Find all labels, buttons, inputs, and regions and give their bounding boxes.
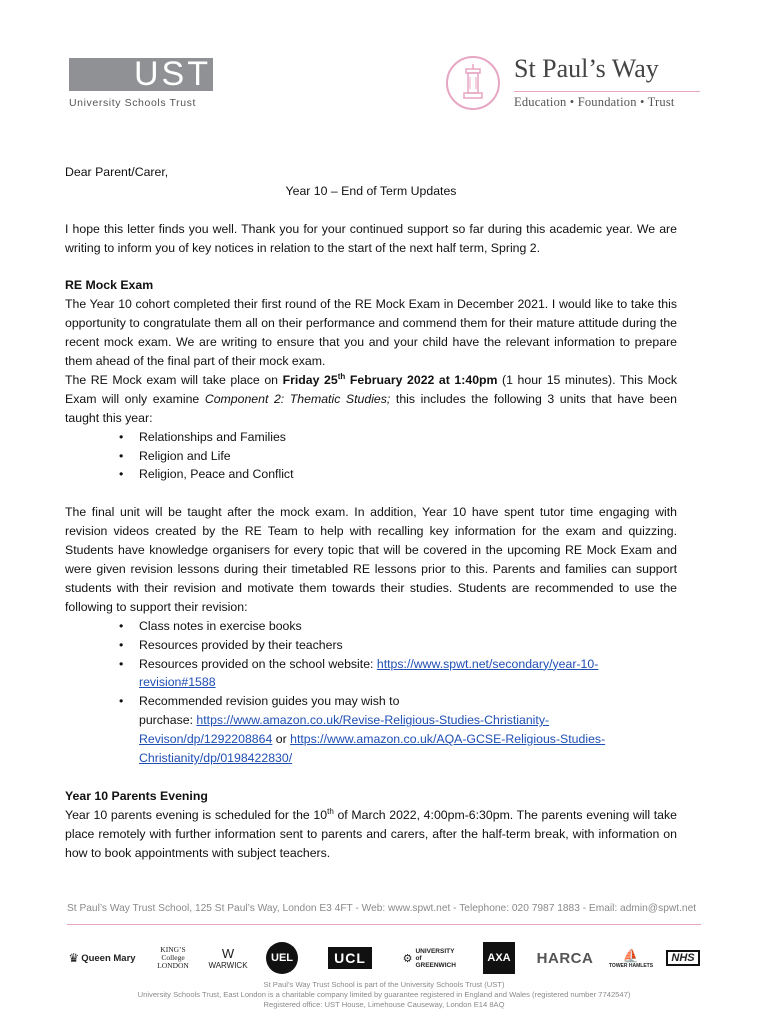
kings-college-logo: KING’S College LONDON: [157, 945, 189, 970]
resources-list: [65, 617, 677, 768]
letter-heading: Year 10 – End of Term Updates: [285, 183, 457, 198]
ucl-logo: UCL: [319, 940, 381, 976]
re-mock-paragraph-2: The RE Mock exam will take place on Friday 25th February 2022 at 1:40pm (1 hour 15 minutes). This Mock Exam will only examine Component 2: Thematic Studies; this includes the following 3 units that have been taught this year:: [65, 371, 678, 425]
warwick-logo: W WARWICK: [208, 945, 248, 970]
salutation: Dear Parent/Carer,: [65, 165, 169, 179]
uel-logo: UEL: [265, 940, 299, 976]
re-mock-title: RE Mock Exam: [65, 278, 154, 293]
list-item: • Resources provided on the school website: https://www.spwt.net/secondary/year-10- revision#1588: [119, 656, 599, 690]
ust-logo-mark: UST: [69, 58, 213, 91]
partner-logos: [67, 940, 701, 976]
parents-evening-paragraph: Year 10 parents evening is scheduled for the 10th of March 2022, 4:00pm-6:30pm. The parents evening will take place remotely with further information sent to parents and carers, after the half-term break, with information on how to book appointments with subject teachers.: [65, 806, 677, 860]
footer-address: St Paul’s Way Trust School, 125 St Paul’s Way, London E3 4FT - Web: www.spwt.net - Telephone: 020 7987 1883 - Email: admin@spwt.net: [67, 903, 697, 914]
spw-divider: [514, 91, 700, 92]
school-revision-link[interactable]: https://www.spwt.net/secondary/year-10- revision#1588: [139, 656, 599, 690]
harca-logo: HARCA: [536, 949, 594, 967]
footer-divider: [67, 924, 701, 925]
ust-logo-subtitle: University Schools Trust: [69, 97, 197, 109]
tower-hamlets-logo: ⛵ TOWER HAMLETS: [608, 947, 654, 969]
list-item: • Recommended revision guides you may wish to purchase: https://www.amazon.co.uk/Revise-Religious-Studies-Christianity- Revison/dp/1292208864 or https://www.amazon.co.uk/AQA-GCSE-Religious-Studies- Christianity/dp/0198422830/: [119, 694, 606, 766]
re-mock-paragraph-3: The final unit will be taught after the mock exam. In addition, Year 10 have spent tutor time engaging with revision videos created by the RE Team to help with recalling key information for the exam and quizzing. Students have knowledge organisers for every topic that will be covered in the upcoming RE Mock Exam and were given revision lessons during their timetabled RE lessons prior to this. Parents and families can support students with their revision and motivate them towards their studies. Students are recommended to use the following to support their revision:: [65, 505, 677, 614]
parents-evening-title: Year 10 Parents Evening: [65, 788, 208, 803]
list-item: • Religion, Peace and Conflict: [119, 467, 294, 482]
spw-title: St Paul’s Way: [514, 54, 659, 83]
amazon-aqa-link[interactable]: https://www.amazon.co.uk/AQA-GCSE-Religious-Studies- Christianity/dp/0198422830/: [139, 732, 606, 766]
axa-logo: AXA: [482, 940, 516, 976]
crest-icon: [446, 56, 500, 110]
list-item: • Religion and Life: [119, 448, 231, 463]
ust-logo: [69, 55, 215, 112]
spw-logo: [446, 54, 706, 114]
greenwich-logo: ⚙ UNIVERSITY of GREENWICH: [402, 947, 456, 969]
re-mock-paragraph-1: The Year 10 cohort completed their first round of the RE Mock Exam in December 2021. I would like to take this opportunity to congratulate them all on their performance and commend them for their mature attitude during the recent mock exam. We are writing to ensure that you and your child have the relevant information to prepare them ahead of the final part of their mock exam.: [65, 297, 677, 369]
spw-subtitle: Education • Foundation • Trust: [514, 95, 675, 109]
footer-legal: St Paul’s Way Trust School is part of the University Schools Trust (UST) University Schools Trust, East London is a charitable company limited by guarantee registered in England and Wales (registered number 7742547) Registered office: UST House, Limehouse Causeway, London E14 8AQ: [137, 980, 631, 1009]
list-item: • Resources provided by their teachers: [119, 637, 343, 652]
amazon-revise-link[interactable]: https://www.amazon.co.uk/Revise-Religious-Studies-Christianity- Revison/dp/1292208864: [139, 713, 550, 747]
list-item: • Relationships and Families: [119, 429, 286, 444]
queen-mary-logo: ♛ Queen Mary: [68, 951, 136, 965]
nhs-logo: NHS: [665, 940, 701, 976]
list-item: • Class notes in exercise books: [119, 618, 302, 633]
intro-paragraph: I hope this letter finds you well. Thank you for your continued support so far during this academic year. We are writing to inform you of key notices in relation to the start of the next half term, Spring 2.: [65, 221, 677, 255]
units-list: [65, 428, 677, 485]
letter-body: [65, 163, 677, 862]
